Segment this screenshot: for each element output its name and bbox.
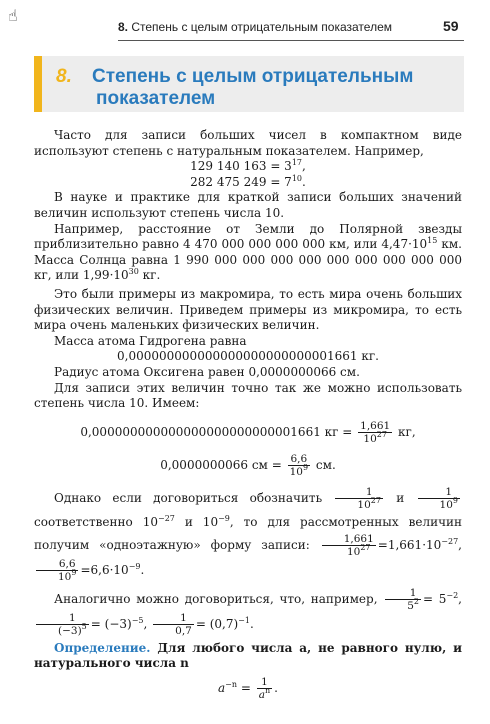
math-line-2: 0,0000000066 см = $\frac{6,6}{10^9}$ см.: [160, 452, 336, 478]
paragraph-5: Масса атома Гидрогена равна: [54, 333, 247, 348]
fraction: $\frac{6,6}{10^9}$: [36, 558, 78, 583]
equation-2: 282 475 $249 = 7^{10}$.: [190, 173, 306, 189]
paragraph-3: Например, расстояние от Земли до Полярной звезды приблизительно равно 4 470 000 000 000 000 км, или $4,47\cdot 10^{15}$ км. Масса Солнца равна 1 990 000 000 000 000 000 000 000 000 000 кг, или $1,99\cdot 10^{30}$ кг.: [34, 221, 463, 283]
fraction: $\frac{1}{(-3)^5}$: [36, 612, 89, 637]
paragraph-9: Аналогично можно договориться, что, например, $\frac{1}{5^2}$ = $5^{-2}$, $\frac{1}{(-3)^5}$ = $(-3)^{-5}$, $\frac{1}{0,7}$ = $(0,7)^{-1}$.: [34, 587, 462, 637]
fraction: $\frac{6,6}{10^9}$: [289, 452, 309, 478]
paragraph-8: Однако если договориться обозначить $\frac{1}{10^{27}}$ и $\frac{1}{10^9}$ соответственно $10^{-27}$ и $10^{-9}$, то для рассмотренных величин получим «одноэтажную» форму записи: $\frac{1,661}{10^{27}}$ $=1,661\cdot 10^{-27}$, $\frac{6,6}{10^9}$ $=6,6\cdot 10^{-9}$.: [34, 485, 463, 583]
definition: Определение. Для любого числа a, не равного нулю, и натурального числа n: [34, 640, 462, 671]
running-header: [0, 0, 490, 44]
fraction: $\frac{1}{5^2}$: [385, 587, 421, 612]
hydrogen-mass: 0,000000000000000000000000001661 кг.: [117, 349, 379, 364]
page-number: 59: [443, 18, 459, 34]
header-rule: [118, 40, 464, 41]
page-body: [34, 128, 462, 709]
math-line-1: 0,000000000000000000000000001661 кг = $\frac{1,661}{10^{27}}$ кг,: [80, 419, 416, 445]
hand-cursor-icon: ☝: [8, 6, 18, 25]
fraction: $\frac{1,661}{10^{27}}$: [322, 533, 376, 558]
fraction: $\frac{1}{10^9}$: [418, 486, 460, 511]
section-title: Степень с целым отрицательным показателем: [92, 66, 414, 109]
paragraph-2: В науке и практике для краткой записи больших значений величин используют степень числа 10.: [34, 190, 462, 220]
definition-formula: $a^{-n}$ = $\frac{1}{a^n}$ .: [218, 675, 278, 701]
definition-label: Определение.: [54, 640, 151, 655]
paragraph-4: Это были примеры из макромира, то есть мира очень больших физических величин. Приведем примеры из микромира, то есть мира очень маленьких физических величин.: [34, 286, 462, 333]
paragraph-7: Для записи этих величин точно так же можно использовать степень числа 10. Имеем:: [34, 380, 462, 411]
fraction: $\frac{1,661}{10^{27}}$: [360, 419, 391, 445]
equation-1: 129 140 $163 = 3^{17}$,: [190, 158, 306, 174]
fraction: $\frac{1}{0,7}$: [153, 612, 194, 637]
title-accent-bar: [34, 56, 42, 112]
paragraph-1: Часто для записи больших чисел в компактном виде используют степень с натуральным показателем. Например,: [34, 128, 462, 158]
header-section: 8. Степень с целым отрицательным показателем: [118, 20, 392, 34]
section-number: 8.: [56, 66, 72, 87]
paragraph-6: Радиус атома Оксигена равен 0,0000000066 см.: [54, 364, 360, 379]
fraction: $\frac{1}{10^{27}}$: [335, 486, 383, 511]
fraction: $\frac{1}{a^n}$: [258, 675, 271, 701]
